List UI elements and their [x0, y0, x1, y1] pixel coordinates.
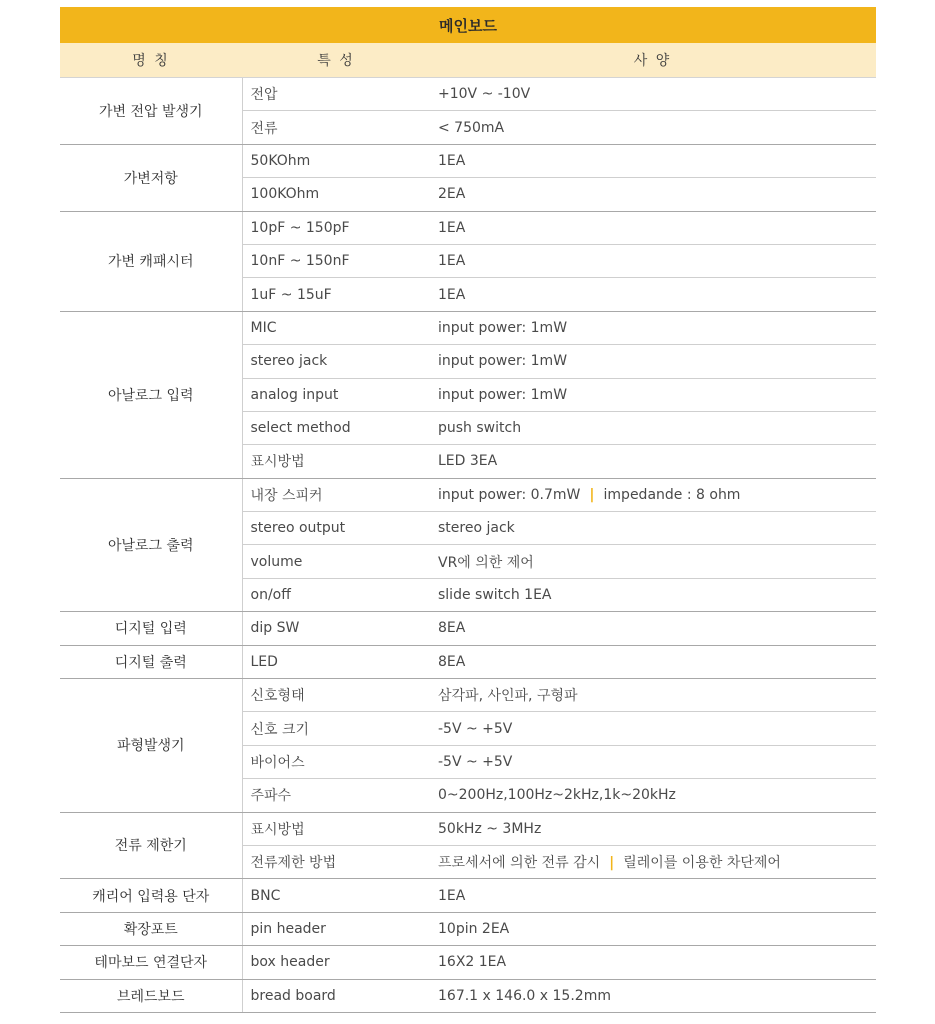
group-name: 디지털 입력 [60, 612, 242, 645]
table-row [60, 144, 876, 177]
spec-cell [430, 645, 876, 678]
spec-cell [430, 779, 876, 812]
spec-value: 16X2 1EA [438, 954, 507, 971]
table-body [60, 78, 876, 1013]
table-row [60, 78, 876, 111]
property-cell: on/off [242, 578, 430, 611]
table-row [60, 311, 876, 344]
property-cell: 10nF ~ 150nF [242, 244, 430, 277]
group-name: 가변 전압 발생기 [60, 78, 242, 145]
spec-cell [430, 78, 876, 111]
group-name: 파형발생기 [60, 679, 242, 813]
spec-value: input power: 1mW [438, 386, 568, 403]
property-cell: 신호 크기 [242, 712, 430, 745]
spec-value: slide switch 1EA [438, 587, 552, 604]
property-cell: 표시방법 [242, 445, 430, 478]
spec-value: VR에 의한 제어 [438, 554, 534, 571]
spec-value: stereo jack [438, 520, 515, 537]
group-name: 전류 제한기 [60, 812, 242, 879]
property-cell: dip SW [242, 612, 430, 645]
spec-value: push switch [438, 420, 522, 437]
property-cell: 바이어스 [242, 745, 430, 778]
spec-value: input power: 1mW [438, 319, 568, 336]
spec-value: 1EA [438, 286, 466, 303]
spec-cell [430, 445, 876, 478]
property-cell: stereo jack [242, 345, 430, 378]
spec-cell [430, 745, 876, 778]
spec-value: input power: 0.7mW [438, 486, 581, 503]
table-row [60, 946, 876, 979]
property-cell: 주파수 [242, 779, 430, 812]
spec-cell [430, 979, 876, 1012]
spec-cell [430, 178, 876, 211]
table-row [60, 912, 876, 945]
spec-value: 10pin 2EA [438, 920, 510, 937]
spec-value: 50kHz ~ 3MHz [438, 820, 542, 837]
spec-value-secondary: 릴레이를 이용한 차단제어 [623, 855, 781, 872]
property-cell: 전압 [242, 78, 430, 111]
spec-value: 8EA [438, 620, 466, 637]
spec-value: -5V ~ +5V [438, 754, 513, 770]
spec-value: 2EA [438, 186, 466, 203]
spec-value: < 750mA [438, 119, 505, 136]
group-name: 아날로그 입력 [60, 311, 242, 478]
spec-cell [430, 244, 876, 277]
property-cell: 신호형태 [242, 679, 430, 712]
property-cell: 전류제한 방법 [242, 845, 430, 878]
property-cell: pin header [242, 912, 430, 945]
spec-value: 1EA [438, 253, 466, 270]
spec-cell [430, 512, 876, 545]
property-cell: 전류 [242, 111, 430, 144]
spec-cell [430, 411, 876, 444]
spec-cell [430, 812, 876, 845]
header-name: 명 칭 [60, 43, 242, 78]
table-row [60, 478, 876, 511]
property-cell: 100KOhm [242, 178, 430, 211]
property-cell: 1uF ~ 15uF [242, 278, 430, 311]
spec-value: LED 3EA [438, 453, 498, 470]
group-name: 가변저항 [60, 144, 242, 211]
property-cell: select method [242, 411, 430, 444]
property-cell: 표시방법 [242, 812, 430, 845]
table-header-row [60, 43, 876, 78]
spec-value: 1EA [438, 219, 466, 236]
spec-cell [430, 545, 876, 578]
group-name: 테마보드 연결단자 [60, 946, 242, 979]
spec-value: -5V ~ +5V [438, 720, 513, 737]
table-title: 메인보드 [60, 7, 876, 43]
spec-cell [430, 311, 876, 344]
header-property: 특 성 [242, 43, 430, 78]
spec-value-secondary: impedande : 8 ohm [603, 486, 741, 503]
spec-cell [430, 144, 876, 177]
group-name: 캐리어 입력용 단자 [60, 879, 242, 912]
group-name: 디지털 출력 [60, 645, 242, 678]
header-spec: 사 양 [430, 43, 876, 78]
property-cell: box header [242, 946, 430, 979]
table-row [60, 612, 876, 645]
table-row [60, 211, 876, 244]
table-row [60, 979, 876, 1012]
property-cell: MIC [242, 311, 430, 344]
property-cell: BNC [242, 879, 430, 912]
property-cell: 10pF ~ 150pF [242, 211, 430, 244]
spec-cell [430, 111, 876, 144]
spec-cell [430, 612, 876, 645]
spec-value: input power: 1mW [438, 353, 568, 370]
spec-separator: | [609, 855, 615, 872]
spec-cell [430, 845, 876, 878]
spec-value: 0~200Hz,100Hz~2kHz,1k~20kHz [438, 787, 676, 804]
spec-cell [430, 879, 876, 912]
property-cell: 내장 스피커 [242, 478, 430, 511]
spec-value: 삼각파, 사인파, 구형파 [438, 688, 578, 705]
spec-value: +10V ~ -10V [438, 86, 531, 103]
spec-value: 167.1 x 146.0 x 15.2mm [438, 987, 611, 1004]
property-cell: 50KOhm [242, 144, 430, 177]
spec-cell [430, 478, 876, 511]
spec-value: 1EA [438, 152, 466, 169]
spec-sheet [60, 7, 876, 1013]
spec-cell [430, 946, 876, 979]
property-cell: bread board [242, 979, 430, 1012]
table-row [60, 645, 876, 678]
group-name: 확장포트 [60, 912, 242, 945]
group-name: 브레드보드 [60, 979, 242, 1012]
property-cell: stereo output [242, 512, 430, 545]
table-row [60, 679, 876, 712]
table-row [60, 879, 876, 912]
spec-cell [430, 278, 876, 311]
spec-value: 1EA [438, 887, 466, 904]
spec-cell [430, 578, 876, 611]
property-cell: analog input [242, 378, 430, 411]
table-row [60, 812, 876, 845]
spec-cell [430, 912, 876, 945]
spec-cell [430, 211, 876, 244]
property-cell: LED [242, 645, 430, 678]
spec-cell [430, 345, 876, 378]
spec-cell [430, 679, 876, 712]
group-name: 가변 캐패시터 [60, 211, 242, 311]
spec-cell [430, 378, 876, 411]
spec-value: 프로세서에 의한 전류 감시 [438, 855, 601, 872]
spec-separator: | [589, 486, 595, 503]
spec-value: 8EA [438, 653, 466, 670]
property-cell: volume [242, 545, 430, 578]
spec-table [60, 43, 876, 1013]
group-name: 아날로그 출력 [60, 478, 242, 612]
spec-cell [430, 712, 876, 745]
